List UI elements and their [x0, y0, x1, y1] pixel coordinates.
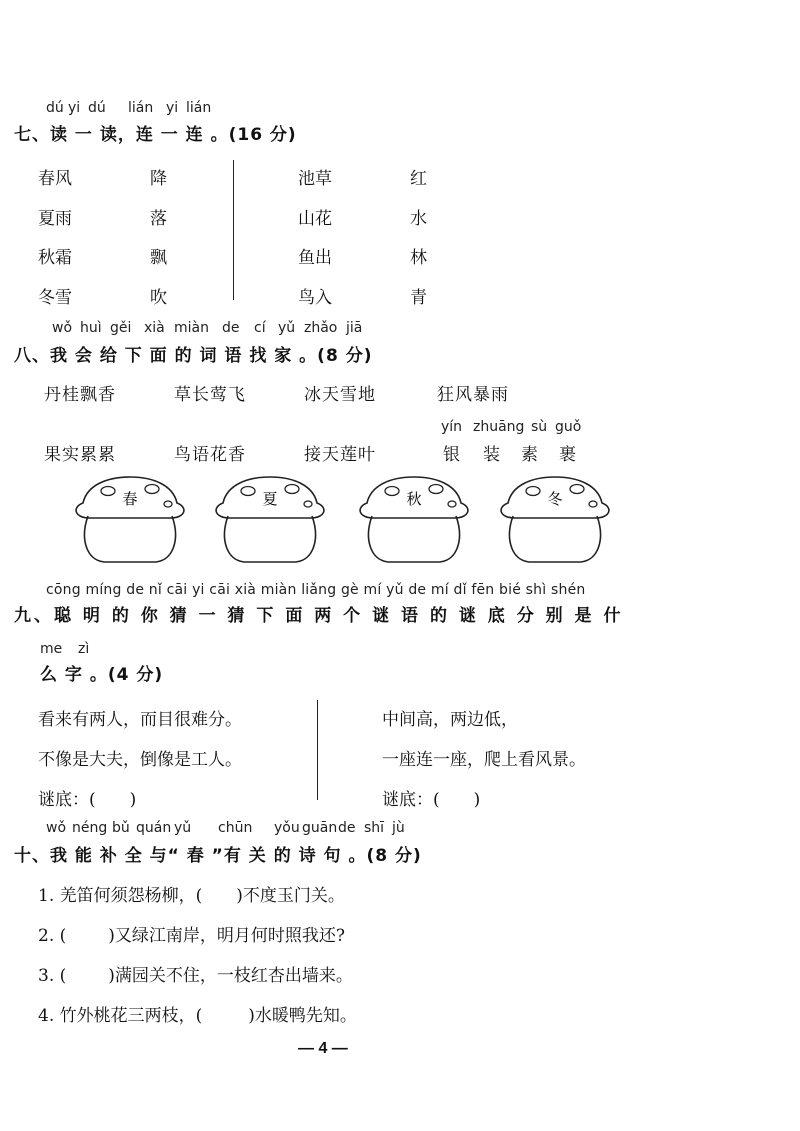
q8-word-danguipiaoxiang[interactable]: 丹桂飘香 — [44, 385, 116, 405]
q8-house-chun[interactable] — [72, 474, 188, 576]
verb-hong[interactable]: 红 — [410, 169, 427, 189]
riddle2-line1: 中间高，两边低， — [382, 710, 518, 730]
q8-house-dong[interactable] — [497, 474, 613, 576]
house-body — [85, 516, 176, 562]
riddle1-line2: 不像是大夫，倒像是工人。 — [38, 750, 242, 770]
q8-title: 八、我 会 给 下 面 的 词 语 找 家 。(8 分) — [14, 346, 373, 366]
riddle1-answer: 谜底：( ) — [38, 790, 137, 810]
verb-shui[interactable]: 水 — [410, 208, 427, 229]
q10-item-2: 2. ( )又绿江南岸，明月何时照我还? — [38, 926, 346, 946]
house-label-xia: 夏 — [262, 490, 278, 508]
word-niaoru[interactable]: 鸟入 — [298, 287, 332, 308]
q7-divider — [233, 160, 234, 300]
word-qiushuang[interactable]: 秋霜 — [38, 248, 72, 268]
riddle2-answer: 谜底：( ) — [382, 790, 481, 810]
q8-house-xia[interactable] — [212, 474, 328, 576]
q9-title-line2: 么 字 。(4 分) — [40, 665, 164, 685]
q8-word-caochangyingfei[interactable]: 草长莺飞 — [174, 385, 246, 405]
verb-luo[interactable]: 落 — [150, 208, 167, 229]
q10-item-4: 4. 竹外桃花三两枝，( )水暖鸭先知。 — [38, 1006, 357, 1026]
riddle1-line1: 看来有两人，而目很难分。 — [38, 710, 242, 730]
house-label-dong: 冬 — [547, 490, 563, 508]
q8-word-yinzhuangsuguo[interactable]: 银 装 素 裹 — [443, 445, 577, 465]
q9-title-line1: 九、聪 明 的 你 猜 一 猜 下 面 两 个 谜 语 的 谜 底 分 别 是 什 — [14, 606, 624, 626]
verb-chui[interactable]: 吹 — [150, 287, 167, 308]
riddle2-line2: 一座连一座，爬上看风景。 — [382, 750, 586, 770]
q10-title: 十、我 能 补 全 与“ 春 ”有 关 的 诗 句 。(8 分) — [14, 846, 422, 866]
word-chicao[interactable]: 池草 — [298, 169, 332, 189]
verb-piao[interactable]: 飘 — [150, 248, 167, 268]
word-dongxue[interactable]: 冬雪 — [38, 287, 72, 308]
q8-word-kuangfengbaoyu[interactable]: 狂风暴雨 — [437, 385, 509, 405]
q8-yinzhuang-pinyin: yín zhuāng sù guǒ — [441, 419, 582, 435]
q9-pinyin-line2: me zì — [40, 641, 90, 657]
house-body — [225, 516, 316, 562]
word-yuchu[interactable]: 鱼出 — [298, 248, 332, 268]
word-xiayu[interactable]: 夏雨 — [38, 208, 72, 229]
house-body — [510, 516, 601, 562]
q8-pinyin: wǒ huì gěi xià miàn de cí yǔ zhǎo jiā — [52, 320, 363, 336]
q8-house-qiu[interactable] — [356, 474, 472, 576]
word-shanhua[interactable]: 山花 — [298, 208, 332, 229]
q9-riddle1 — [38, 700, 242, 820]
q10-item-1: 1. 羌笛何须怨杨柳，( )不度玉门关。 — [38, 886, 345, 906]
house-label-chun: 春 — [122, 490, 138, 508]
q7-pinyin: dú yi dú lián yi lián — [46, 100, 212, 116]
q7-left-verbs — [150, 160, 167, 318]
page-number: — 4 — — [298, 1040, 348, 1057]
q9-riddle2 — [382, 700, 586, 820]
verb-qing[interactable]: 青 — [410, 287, 427, 308]
q7-right-words — [298, 160, 332, 318]
verb-lin[interactable]: 林 — [410, 248, 427, 268]
q8-word-niaoyuhuaxiang[interactable]: 鸟语花香 — [174, 445, 246, 465]
q8-word-bingtianxuedi[interactable]: 冰天雪地 — [304, 385, 376, 405]
q8-word-guoshileilei[interactable]: 果实累累 — [44, 445, 116, 465]
q9-divider — [317, 700, 318, 800]
q10-item-3: 3. ( )满园关不住，一枝红杏出墙来。 — [38, 966, 353, 986]
q9-pinyin-line1: cōng míng de nǐ cāi yi cāi xià miàn liǎng gè mí yǔ de mí dǐ fēn bié shì shén — [46, 582, 586, 598]
q8-word-jietianlianye[interactable]: 接天莲叶 — [304, 445, 376, 465]
verb-jiang[interactable]: 降 — [150, 169, 167, 189]
q7-title: 七、读 一 读，连 一 连 。(16 分) — [14, 125, 297, 145]
q7-right-verbs — [410, 160, 427, 318]
house-body — [369, 516, 460, 562]
house-label-qiu: 秋 — [406, 490, 422, 508]
q7-left-words — [38, 160, 72, 318]
word-chunfeng[interactable]: 春风 — [38, 169, 72, 189]
q10-pinyin: wǒ néng bǔ quán yǔ chūn yǒu guānde shī jù — [46, 820, 405, 836]
